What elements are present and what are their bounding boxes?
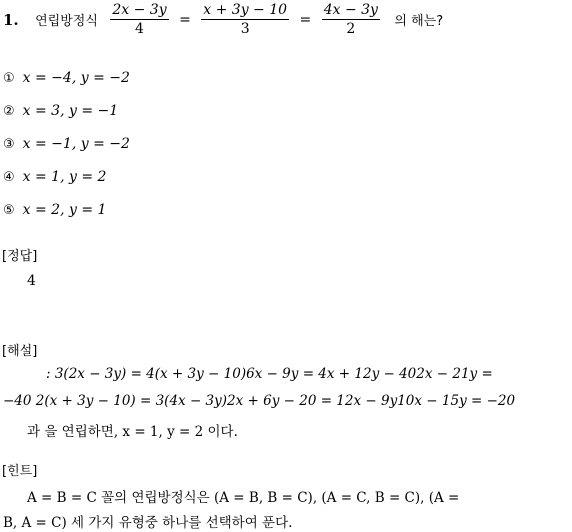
question-suffix: 의 해는?: [394, 14, 444, 29]
choice-item[interactable]: [3, 136, 130, 152]
choice-item[interactable]: [3, 202, 106, 218]
hint-line-1: A = B = C 꼴의 연립방정식은 (A = B, B = C), (A = C, B = C), (A =: [27, 490, 460, 506]
question-line: [3, 2, 443, 42]
choice-text: x = −1, y = −2: [22, 136, 130, 152]
answer-value: 4: [27, 273, 36, 289]
fraction-1-numerator: 2x − 3y: [112, 2, 167, 18]
explanation-line-3: 과 을 연립하면, x = 1, y = 2 이다.: [27, 424, 238, 440]
explanation-line-1: : 3(2x − 3y) = 4(x + 3y − 10)6x − 9y = 4x + 12y − 402x − 21y =: [46, 366, 493, 382]
choice-text: x = −4, y = −2: [22, 70, 130, 86]
fraction-3-denominator: 2: [346, 21, 356, 37]
fraction-3: [322, 2, 380, 37]
choice-item[interactable]: [3, 70, 130, 86]
choice-text: x = 1, y = 2: [22, 169, 107, 185]
choice-text: x = 2, y = 1: [22, 202, 107, 218]
fraction-1-denominator: 4: [135, 21, 144, 37]
answer-heading: [정답]: [2, 249, 38, 264]
fraction-2: [201, 2, 289, 37]
choice-text: x = 3, y = −1: [22, 103, 119, 119]
hint-heading: [힌트]: [2, 464, 38, 479]
fraction-1: [110, 2, 168, 37]
choice-marker: ②: [3, 104, 15, 119]
explanation-line-2: −40 2(x + 3y − 10) = 3(4x − 3y)2x + 6y − 20 = 12x − 9y10x − 15y = −20: [3, 393, 516, 409]
choice-marker: ③: [3, 137, 15, 152]
choice-marker: ⑤: [3, 203, 15, 218]
fraction-2-denominator: 3: [240, 21, 250, 37]
choice-item[interactable]: [3, 169, 106, 185]
question-number: 1.: [3, 10, 19, 29]
hint-line-2: B, A = C) 세 가지 유형중 하나를 선택하여 푼다.: [3, 515, 293, 531]
equals-sign-2: =: [299, 11, 312, 28]
explanation-heading: [해설]: [2, 344, 38, 359]
choice-item[interactable]: [3, 103, 118, 119]
question-prefix: 연립방정식: [35, 14, 98, 29]
choice-marker: ①: [3, 71, 15, 86]
fraction-2-numerator: x + 3y − 10: [203, 2, 288, 18]
equals-sign-1: =: [179, 11, 191, 28]
fraction-3-numerator: 4x − 3y: [323, 2, 378, 18]
choice-marker: ④: [3, 170, 15, 185]
